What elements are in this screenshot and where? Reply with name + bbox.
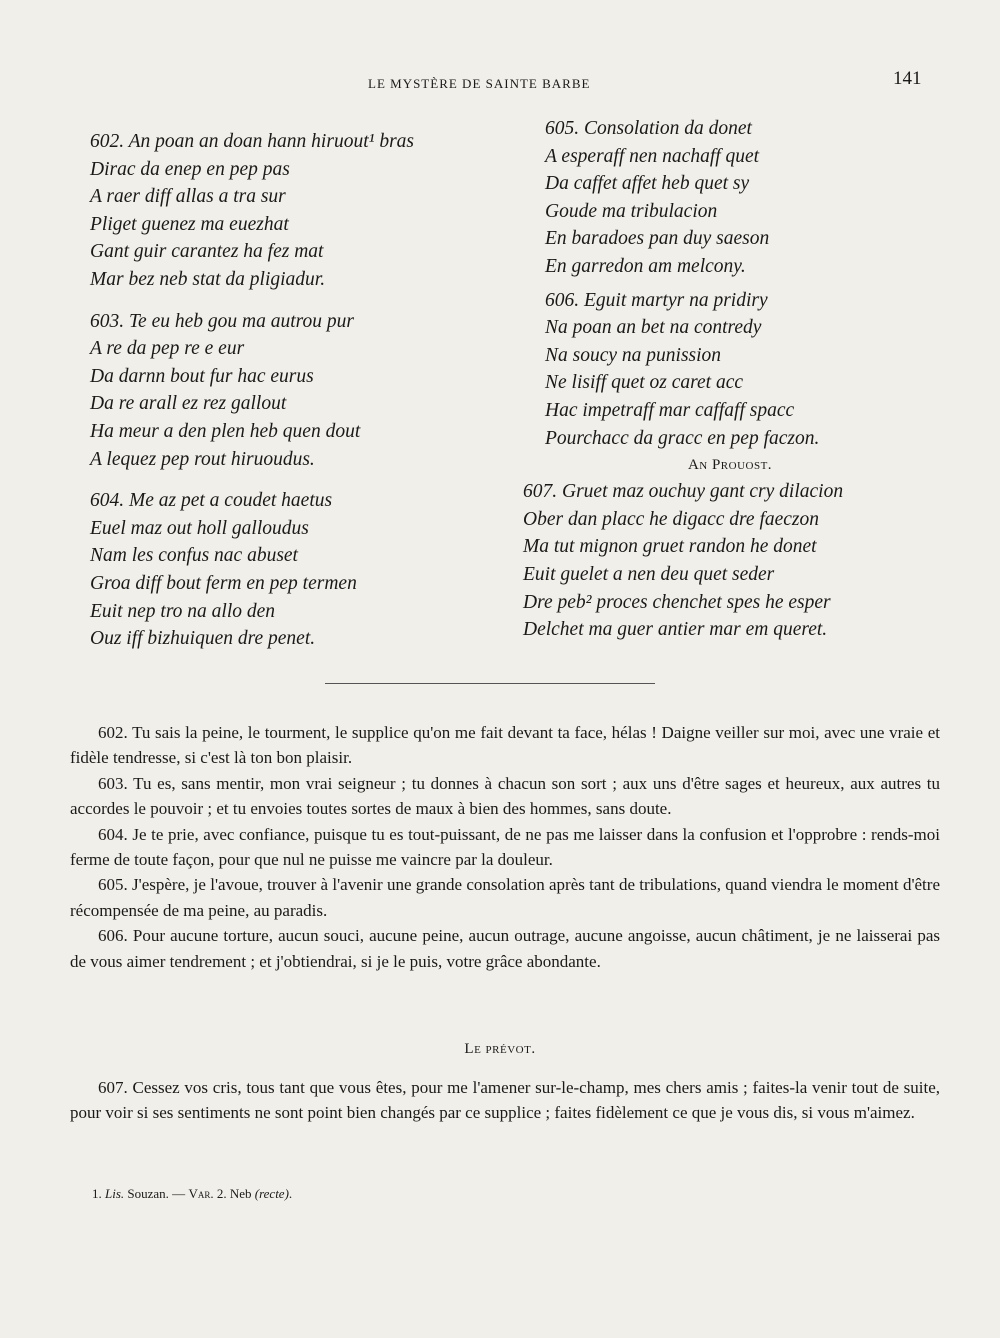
running-head: LE MYSTÈRE DE SAINTE BARBE bbox=[368, 76, 591, 91]
verse-line: Pliget guenez ma euezhat bbox=[90, 213, 289, 235]
verse-line: Nam les confus nac abuset bbox=[90, 545, 298, 567]
verse-line: 604. Me az pet a coudet haetus bbox=[90, 490, 333, 512]
verse-line: A esperaff nen nachaff quet bbox=[545, 145, 760, 167]
translation-paragraph: 604. Je te prie, avec confiance, puisque tu es tout-puissant, de ne pas me laisser dans la confusion et l'opprobre : rends-moi ferme de toute façon, pour que nul ne puisse me vaincre par la douleur. bbox=[70, 824, 940, 870]
stanza-607 bbox=[523, 478, 895, 644]
verse-line: Ne lisiff quet oz caret acc bbox=[545, 372, 744, 394]
verse-line: 606. Eguit martyr na pridiry bbox=[545, 289, 768, 311]
section-divider bbox=[325, 683, 655, 684]
verse-line: 603. Te eu heb gou ma autrou pur bbox=[90, 310, 354, 332]
footnote-var: Var. bbox=[188, 1186, 214, 1201]
verse-line: Dirac da enep en pep pas bbox=[90, 158, 290, 180]
verse-line: Hac impetraff mar caffaff spacc bbox=[545, 399, 795, 421]
verse-line: Ha meur a den plen heb quen dout bbox=[90, 420, 361, 442]
verse-line: Pourchacc da gracc en pep faczon. bbox=[545, 427, 820, 449]
prose-speaker-heading: Le prévot. bbox=[464, 1041, 536, 1057]
stanza-606 bbox=[545, 287, 895, 453]
verse-line: Da re arall ez rez gallout bbox=[90, 393, 287, 415]
translation-block-2 bbox=[70, 1075, 940, 1126]
verse-line: Euel maz out holl galloudus bbox=[90, 517, 309, 539]
verse-line: 607. Gruet maz ouchuy gant cry dilacion bbox=[523, 481, 844, 503]
page-number: 141 bbox=[893, 68, 922, 89]
verse-line: En baradoes pan duy saeson bbox=[545, 228, 770, 250]
footnote-recte: (recte) bbox=[254, 1186, 289, 1201]
verse-column-right bbox=[523, 115, 895, 644]
stanza-604 bbox=[90, 487, 414, 653]
verse-line: En garredon am melcony. bbox=[545, 255, 746, 277]
translation-paragraph: 607. Cessez vos cris, tous tant que vous êtes, pour me l'amener sur-le-champ, mes chers amis ; faites-la venir tout de suite, pour voir si ses sentiments ne sont point bien changés par ce supplice ; faites fidèlement ce que je vous dis, si vous m'aimez. bbox=[70, 1078, 940, 1123]
verse-line: Mar bez neb stat da pligiadur. bbox=[90, 268, 326, 290]
verse-line: Na poan an bet na contredy bbox=[545, 317, 762, 339]
verse-line: 605. Consolation da donet bbox=[545, 118, 752, 139]
stanza-603 bbox=[90, 308, 414, 474]
stanza-602 bbox=[90, 128, 414, 294]
verse-line: Delchet ma guer antier mar em queret. bbox=[523, 619, 828, 641]
speaker-heading: An Prouost. bbox=[687, 457, 773, 474]
verse-line: Euit nep tro na allo den bbox=[90, 600, 276, 622]
verse-line: Gant guir carantez ha fez mat bbox=[90, 241, 324, 263]
verse-line: Dre peb² proces chenchet spes he esper bbox=[523, 591, 831, 613]
verse-line: 602. An poan an doan hann hiruout¹ bras bbox=[90, 131, 415, 152]
footnote-number: 1. bbox=[92, 1186, 102, 1201]
footnote-text: 2. Neb bbox=[216, 1186, 252, 1201]
verse-line: Na soucy na punission bbox=[545, 344, 722, 366]
verse-column-left bbox=[90, 128, 414, 653]
verse-line: Ma tut mignon gruet randon he donet bbox=[523, 536, 817, 558]
footnote-text: Souzan. — bbox=[127, 1186, 186, 1201]
verse-line: Ouz iff bizhuiquen dre penet. bbox=[90, 628, 316, 650]
stanza-605 bbox=[545, 115, 895, 281]
verse-line: Ober dan placc he digacc dre faeczon bbox=[523, 508, 820, 530]
translation-paragraph: 605. J'espère, je l'avoue, trouver à l'avenir une grande consolation après tant de tribulations, quand viendra le moment d'être récompensée de ma peine, au paradis. bbox=[70, 875, 940, 920]
footnote-lis: Lis. bbox=[105, 1186, 125, 1201]
verse-line: Goude ma tribulacion bbox=[545, 200, 718, 222]
verse-line: Da darnn bout fur hac eurus bbox=[90, 365, 314, 387]
footnotes bbox=[92, 1186, 292, 1202]
translation-paragraph: 606. Pour aucune torture, aucun souci, aucune peine, aucun outrage, aucune angoisse, aucun châtiment, je ne laisserai pas de vous aimer tendrement ; et j'obtiendrai, si je le puis, votre grâce abondante. bbox=[70, 926, 940, 971]
verse-line: A re da pep re e eur bbox=[90, 338, 245, 360]
verse-line: Da caffet affet heb quet sy bbox=[545, 173, 750, 195]
translation-block-1 bbox=[70, 720, 940, 974]
verse-line: A raer diff allas a tra sur bbox=[90, 186, 286, 208]
verse-line: Groa diff bout ferm en pep termen bbox=[90, 572, 357, 594]
footnote-end: . bbox=[288, 1186, 293, 1201]
verse-line: A lequez pep rout hiruoudus. bbox=[90, 448, 315, 470]
verse-line: Euit guelet a nen deu quet seder bbox=[523, 563, 775, 585]
translation-paragraph: 603. Tu es, sans mentir, mon vrai seigneur ; tu donnes à chacun son sort ; aux uns d'être sages et heureux, aux autres tu accordes le pouvoir ; et tu envoies toutes sortes de maux à bien des hommes, sans doute. bbox=[70, 773, 940, 819]
translation-paragraph: 602. Tu sais la peine, le tourment, le supplice qu'on me fait devant ta face, hélas ! Daigne veiller sur moi, avec une vraie et fidèle tendresse, si c'est là ton bon plaisir. bbox=[70, 723, 940, 768]
